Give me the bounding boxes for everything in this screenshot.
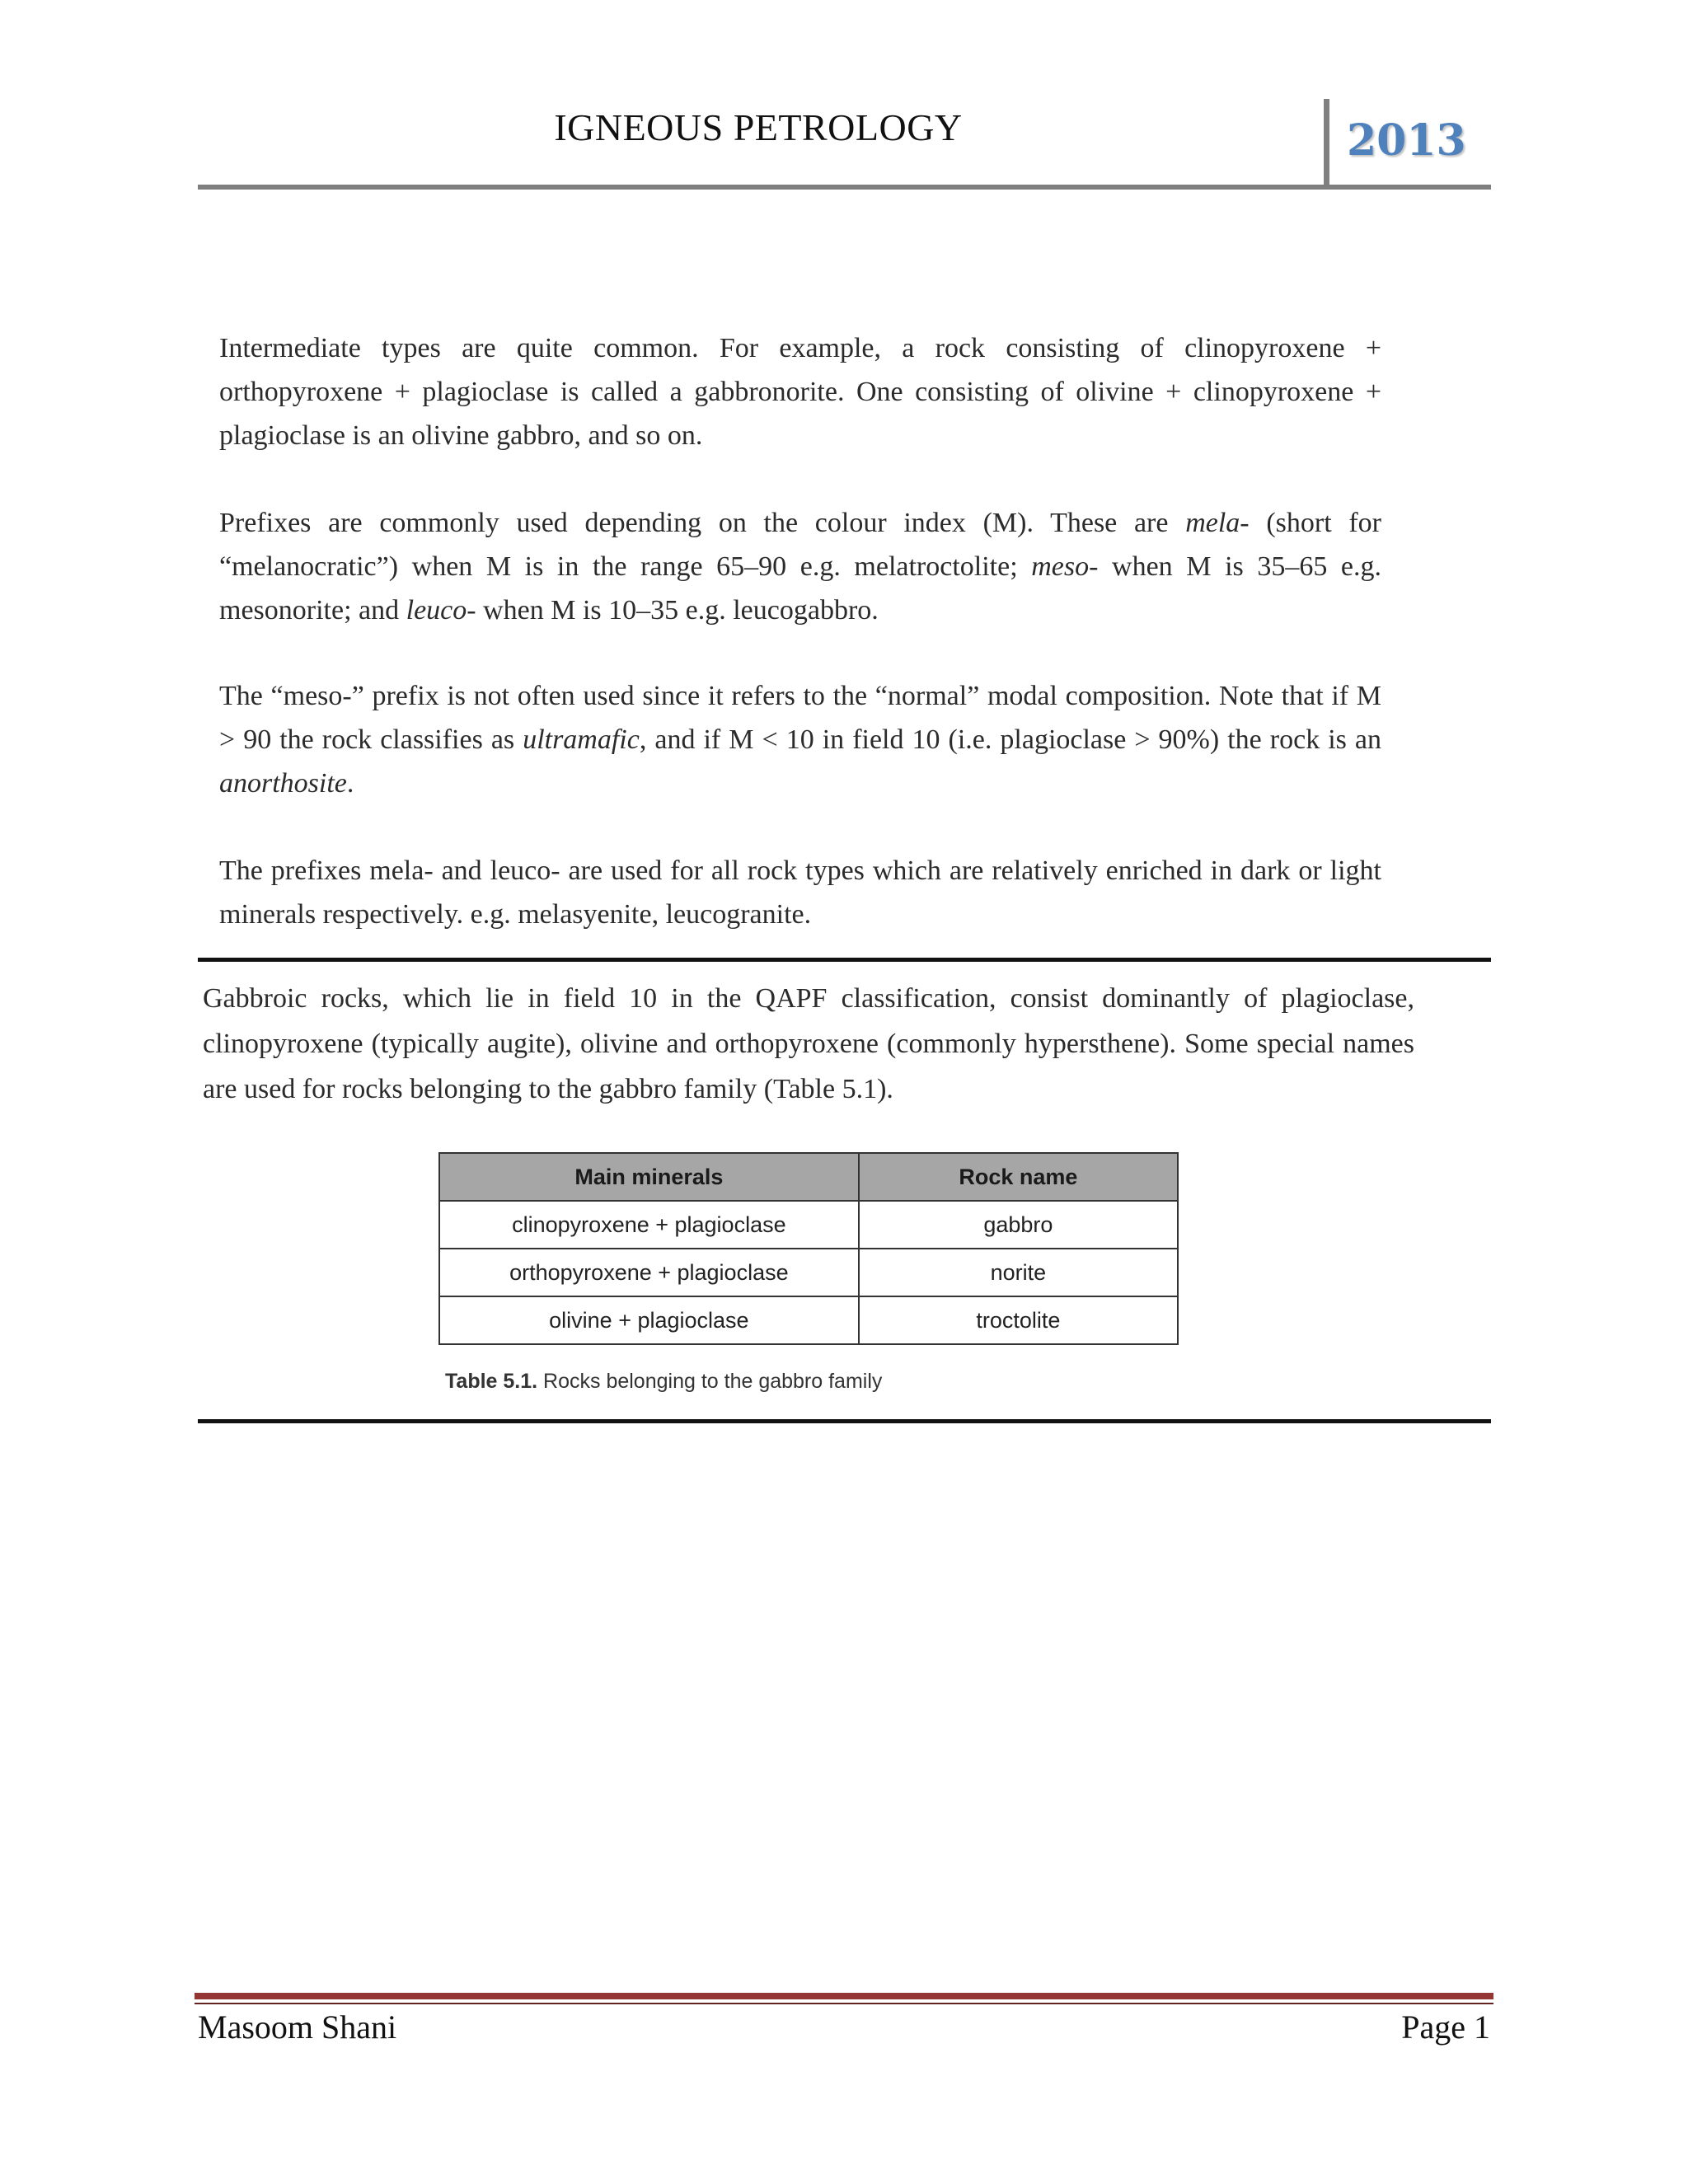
term-ultramafic: ultramafic: [523, 724, 640, 755]
footer-author: Masoom Shani: [198, 2008, 397, 2046]
paragraph-intermediate-types: Intermediate types are quite common. For example, a rock consisting of clinopyroxene + orthopyroxene + plagioclase is called a gabbronorite. One consisting of olivine + clinopyroxene + plagioclase is an olivine gabbro, and so on.: [219, 333, 1381, 451]
paragraph-mela-leuco: The prefixes mela- and leuco- are used for all rock types which are relatively enriched in dark or light minerals respectively. e.g. melasyenite, leucogranite.: [219, 855, 1381, 930]
table-cell-rock-name: gabbro: [859, 1201, 1178, 1249]
table-cell-minerals: olivine + plagioclase: [439, 1296, 859, 1344]
column-header-rock-name: Rock name: [859, 1153, 1178, 1201]
text-span: (short for “melanocratic”) when M is in the range 65–90 e.g. melatroctolite;: [219, 508, 1381, 582]
text-span: The “meso-” prefix is not often used since it refers to the “normal” modal composition. Note that if M > 90 the rock classifies as: [219, 681, 1381, 755]
gabbro-family-table: [438, 1152, 1179, 1345]
table-caption: [445, 1370, 882, 1394]
header-year: 2013: [1347, 115, 1466, 166]
text-span: Prefixes are commonly used depending on the colour index (M). These are: [219, 508, 1186, 538]
term-meso: meso-: [1031, 551, 1099, 582]
column-header-main-minerals: Main minerals: [439, 1153, 859, 1201]
header-divider-vertical: [1324, 99, 1329, 185]
footer-page-number: Page 1: [1401, 2008, 1490, 2046]
table-cell-rock-name: norite: [859, 1249, 1178, 1296]
table-cell-minerals: clinopyroxene + plagioclase: [439, 1201, 859, 1249]
text-span: , and if M < 10 in field 10 (i.e. plagioclase > 90%) the rock is an: [639, 724, 1381, 755]
table-header-row: [439, 1153, 1178, 1201]
text-span: when M is 10–35 e.g. leucogabbro.: [476, 595, 879, 626]
term-leuco: leuco-: [406, 595, 476, 626]
section-divider-top: [198, 958, 1491, 962]
footer-divider-thick: [195, 1993, 1493, 1999]
table-caption-text: Rocks belonging to the gabbro family: [537, 1370, 883, 1393]
term-anorthosite: anorthosite: [219, 768, 347, 799]
table-row: [439, 1201, 1178, 1249]
text-span: when M is 35–65 e.g. mesonorite; and: [219, 551, 1381, 626]
paragraph-meso-prefix: [219, 674, 1381, 805]
term-mela: mela-: [1185, 508, 1250, 538]
text-span: .: [346, 768, 354, 799]
paragraph-gabbroic-rocks: Gabbroic rocks, which lie in field 10 in the QAPF classification, consist dominantly of plagioclase, clinopyroxene (typically augite), olivine and orthopyroxene (commonly hypersthene). Some special names are used for rocks belonging to the gabbro family (Table 5.1).: [203, 983, 1414, 1104]
paragraph-prefixes: [219, 501, 1381, 632]
header-divider-horizontal: [198, 185, 1491, 190]
table-caption-label: Table 5.1.: [445, 1370, 538, 1393]
section-divider-bottom: [198, 1419, 1491, 1423]
table-cell-minerals: orthopyroxene + plagioclase: [439, 1249, 859, 1296]
table-cell-rock-name: troctolite: [859, 1296, 1178, 1344]
table-row: [439, 1249, 1178, 1296]
table-row: [439, 1296, 1178, 1344]
footer-divider-thin: [195, 2003, 1493, 2004]
header-title: IGNEOUS PETROLOGY: [554, 106, 963, 148]
